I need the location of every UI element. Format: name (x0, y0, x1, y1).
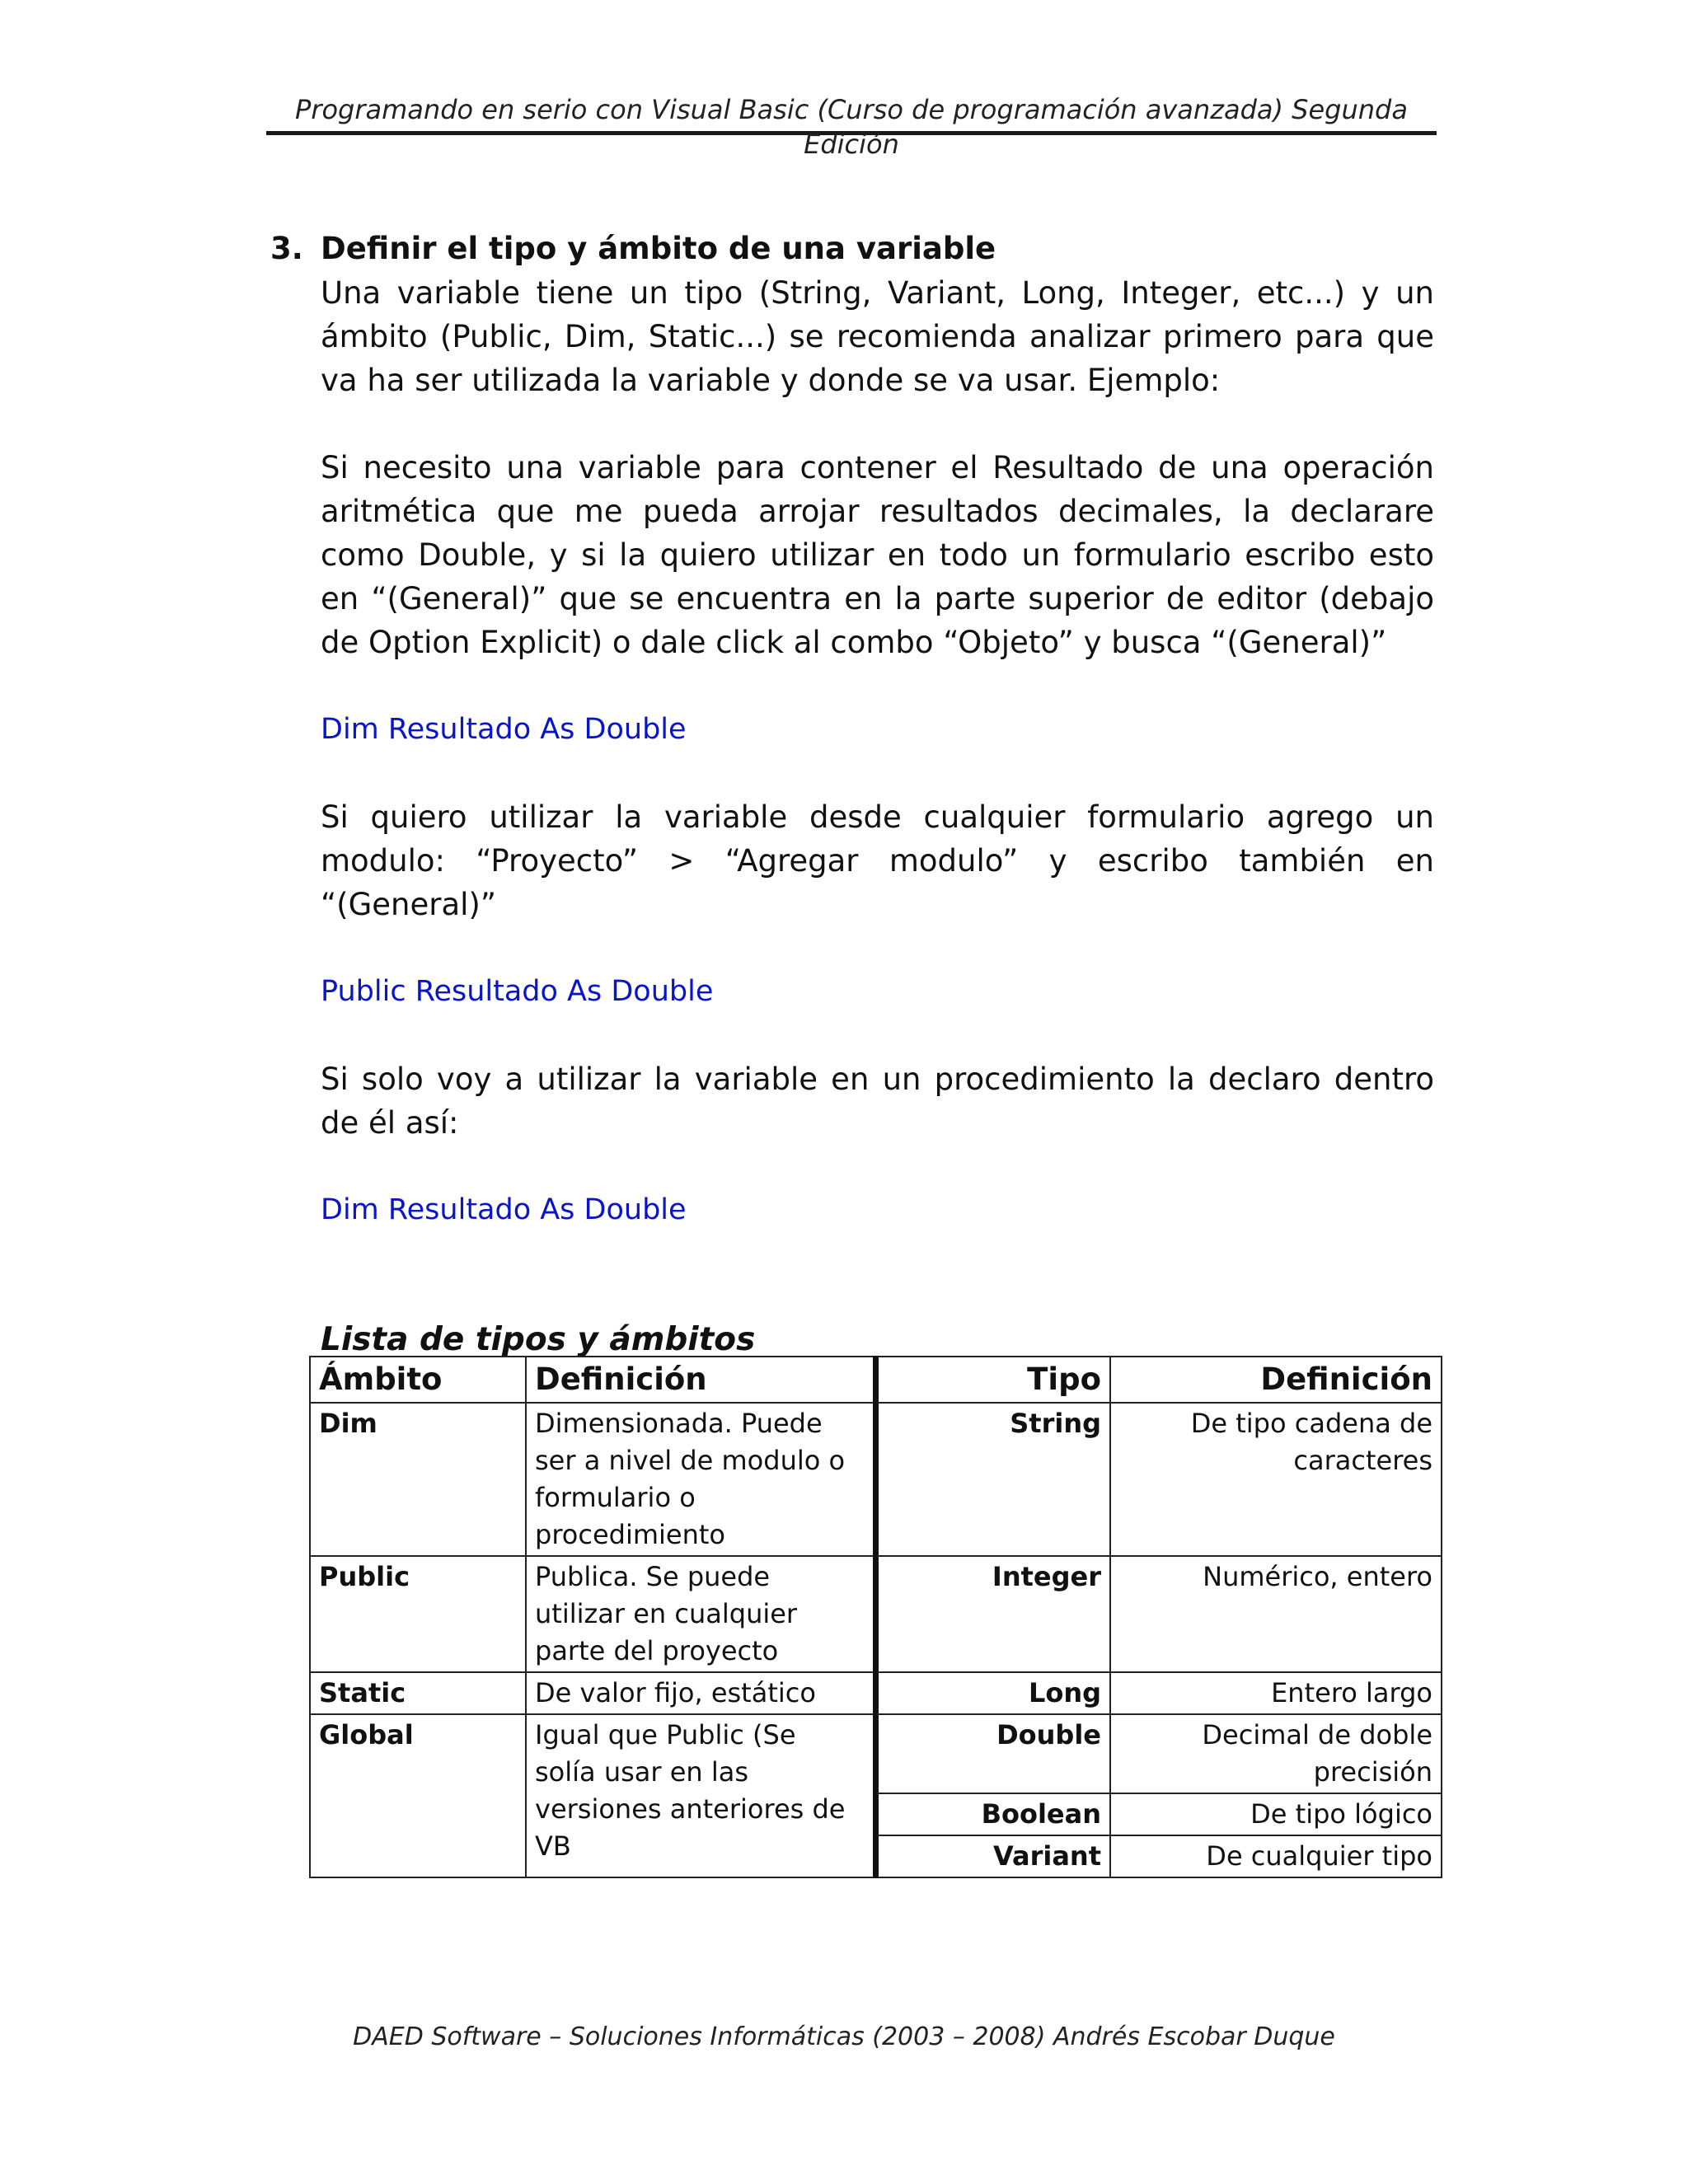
header-type: Tipo (876, 1357, 1111, 1403)
scope-name: Global (310, 1714, 526, 1877)
table-header-row (310, 1357, 1442, 1403)
running-footer: DAED Software – Soluciones Informáticas (2003 – 2008) Andrés Escobar Duque (353, 2022, 1335, 2051)
type-definition: Decimal de doble precisión (1110, 1714, 1442, 1793)
scope-name: Static (310, 1672, 526, 1714)
scope-definition: Igual que Public (Se solía usar en las versiones anteriores de VB (526, 1714, 876, 1877)
section-3 (270, 227, 1434, 1362)
scope-name: Public (310, 1556, 526, 1672)
scope-definition: De valor fijo, estático (526, 1672, 876, 1714)
paragraph: Si quiero utilizar la variable desde cualquier formulario agrego un modulo: “Proyecto” > “Agregar modulo” y escribo también en “(General)” (321, 799, 1434, 922)
types-scopes-table (309, 1356, 1442, 1878)
paragraph: Si necesito una variable para contener el Resultado de una operación aritmética que me pueda arrojar resultados decimales, la declarare como Double, y si la quiero utilizar en todo un formulario escribo esto en “(General)” que se encuentra en la parte superior de editor (debajo de Option Explicit) o dale click al combo “Objeto” y busca “(General)” (321, 450, 1434, 660)
code-line: Public Resultado As Double (321, 975, 714, 1008)
header-scope: Ámbito (310, 1357, 526, 1403)
type-definition: De tipo lógico (1110, 1793, 1442, 1835)
paragraph: Si solo voy a utilizar la variable en un procedimiento la declaro dentro de él así: (321, 1062, 1434, 1141)
paragraph: Una variable tiene un tipo (String, Variant, Long, Integer, etc...) y un ámbito (Public, Dim, Static...) se recomienda analizar primero para que va ha ser utilizada la variable y donde se va usar. Ejemplo: (321, 275, 1434, 398)
type-name: Long (876, 1672, 1111, 1714)
header-scope-definition: Definición (526, 1357, 876, 1403)
type-name: Boolean (876, 1793, 1111, 1835)
table-row (310, 1556, 1442, 1672)
type-name: String (876, 1403, 1111, 1556)
list-title: Lista de tipos y ámbitos (321, 1321, 756, 1358)
table-row (310, 1403, 1442, 1556)
type-name: Variant (876, 1835, 1111, 1877)
section-body (321, 271, 1434, 1362)
table-row (310, 1672, 1442, 1714)
code-line: Dim Resultado As Double (321, 1193, 687, 1226)
type-name: Integer (876, 1556, 1111, 1672)
scope-definition: Publica. Se puede utilizar en cualquier parte del proyecto (526, 1556, 876, 1672)
scope-name: Dim (310, 1403, 526, 1556)
running-header: Programando en serio con Visual Basic (Curso de programación avanzada) Segunda Edición (266, 92, 1437, 135)
table-row (310, 1714, 1442, 1793)
types-scopes-table-wrapper (309, 1356, 1442, 1878)
type-definition: Entero largo (1110, 1672, 1442, 1714)
type-definition: De cualquier tipo (1110, 1835, 1442, 1877)
section-number: 3. (270, 231, 303, 266)
section-title: Definir el tipo y ámbito de una variable (321, 231, 996, 266)
type-definition: Numérico, entero (1110, 1556, 1442, 1672)
section-heading (270, 227, 1434, 271)
type-definition: De tipo cadena de caracteres (1110, 1403, 1442, 1556)
type-name: Double (876, 1714, 1111, 1793)
scope-definition: Dimensionada. Puede ser a nivel de modulo o formulario o procedimiento (526, 1403, 876, 1556)
header-type-definition: Definición (1110, 1357, 1442, 1403)
code-line: Dim Resultado As Double (321, 713, 687, 746)
